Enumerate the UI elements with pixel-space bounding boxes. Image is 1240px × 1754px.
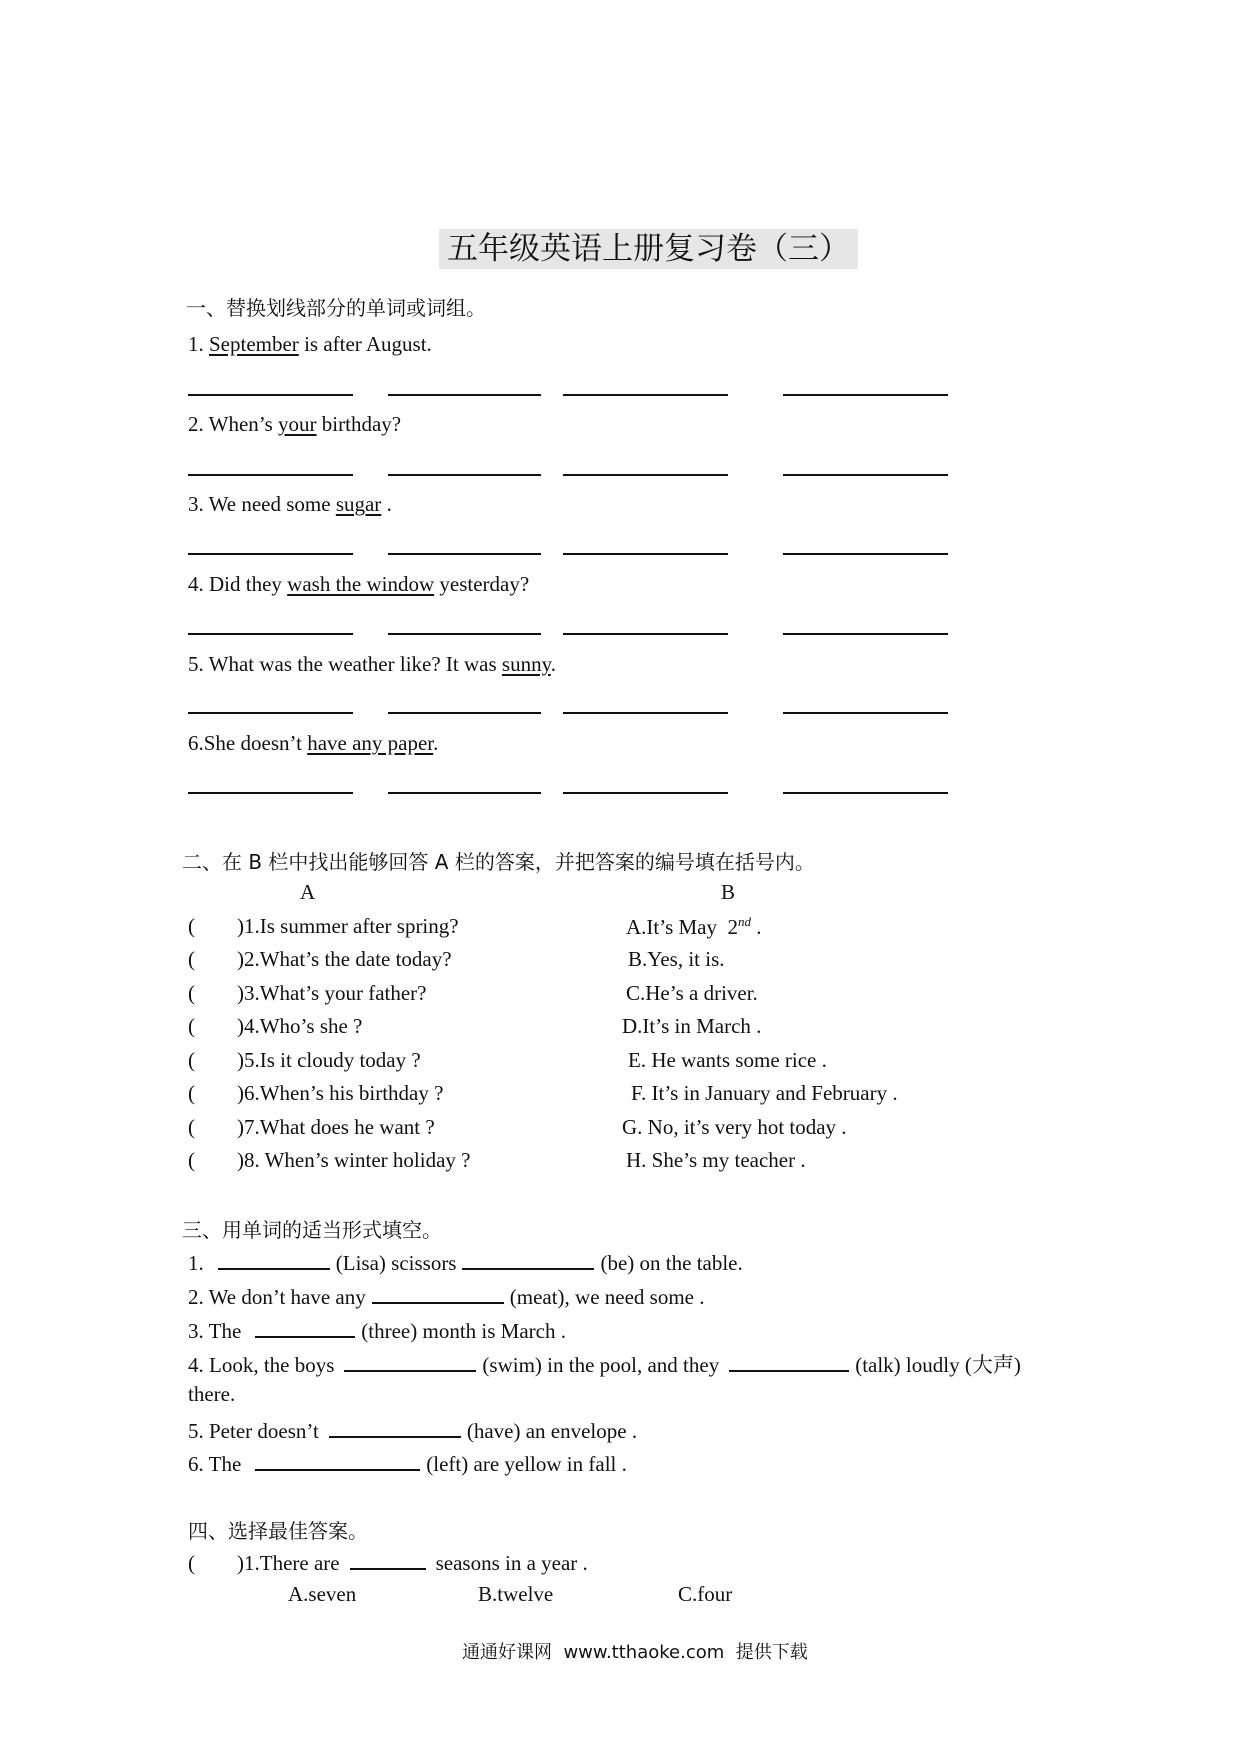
s2-question-8: ( )8. When’s winter holiday ? bbox=[188, 1148, 471, 1172]
answer-blank[interactable] bbox=[388, 474, 541, 476]
answer-blank[interactable] bbox=[563, 792, 728, 794]
s2-question-1: ( )1.Is summer after spring? bbox=[188, 914, 459, 938]
s4-option-b: B.twelve bbox=[478, 1582, 554, 1606]
s2-question-5: ( )5.Is it cloudy today ? bbox=[188, 1048, 421, 1072]
answer-blank[interactable] bbox=[188, 792, 353, 794]
answer-blank[interactable] bbox=[783, 474, 948, 476]
s1-item-4: 4. Did they wash the window yesterday? bbox=[188, 572, 530, 596]
answer-blank[interactable] bbox=[783, 792, 948, 794]
answer-blank[interactable] bbox=[783, 633, 948, 635]
s4-option-a: A.seven bbox=[288, 1582, 357, 1606]
s1-item-2: 2. When’s your birthday? bbox=[188, 412, 402, 436]
section3-heading: 三、用单词的适当形式填空。 bbox=[182, 1218, 442, 1242]
fill-blank[interactable] bbox=[462, 1248, 594, 1270]
s4-option-c: C.four bbox=[678, 1582, 733, 1606]
answer-blank[interactable] bbox=[783, 553, 948, 555]
answer-blank[interactable] bbox=[388, 792, 541, 794]
section1-heading: 一、替换划线部分的单词或词组。 bbox=[186, 296, 486, 320]
s2-question-2: ( )2.What’s the date today? bbox=[188, 947, 452, 971]
answer-blank[interactable] bbox=[783, 394, 948, 396]
fill-blank[interactable] bbox=[255, 1449, 420, 1471]
s2-question-6: ( )6.When’s his birthday ? bbox=[188, 1081, 444, 1105]
s3-line-5: 5. Peter doesn’t (have) an envelope . bbox=[188, 1416, 637, 1444]
s4-question-1: ( )1.There are seasons in a year . bbox=[188, 1548, 588, 1576]
s1-item-6: 6.She doesn’t have any paper. bbox=[188, 731, 439, 755]
s1-item-3: 3. We need some sugar . bbox=[188, 492, 392, 516]
s1-item-5: 5. What was the weather like? It was sunny. bbox=[188, 652, 556, 676]
answer-blank[interactable] bbox=[563, 394, 728, 396]
answer-blank[interactable] bbox=[563, 553, 728, 555]
s2-question-4: ( )4.Who’s she ? bbox=[188, 1014, 363, 1038]
footer-credit: 通通好课网 www.tthaoke.com 提供下载 bbox=[462, 1642, 808, 1663]
answer-blank[interactable] bbox=[388, 394, 541, 396]
s2-answer-d: D.It’s in March . bbox=[622, 1014, 762, 1038]
fill-blank[interactable] bbox=[350, 1548, 426, 1570]
s2-question-7: ( )7.What does he want ? bbox=[188, 1115, 435, 1139]
answer-blank[interactable] bbox=[563, 633, 728, 635]
answer-blank[interactable] bbox=[388, 553, 541, 555]
s1-item-1: 1. September is after August. bbox=[188, 332, 432, 356]
s2-answer-b: B.Yes, it is. bbox=[628, 947, 725, 971]
page-title: 五年级英语上册复习卷（三） bbox=[439, 229, 858, 269]
answer-blank[interactable] bbox=[188, 633, 353, 635]
s2-answer-f: F. It’s in January and February . bbox=[631, 1081, 898, 1105]
s2-answer-c: C.He’s a driver. bbox=[626, 981, 758, 1005]
fill-blank[interactable] bbox=[255, 1316, 355, 1338]
s2-answer-h: H. She’s my teacher . bbox=[626, 1148, 806, 1172]
fill-blank[interactable] bbox=[329, 1416, 461, 1438]
column-b-label: B bbox=[721, 880, 736, 904]
s2-answer-a: A.It’s May 2nd . bbox=[626, 914, 762, 939]
column-a-label: A bbox=[300, 880, 316, 904]
answer-blank[interactable] bbox=[188, 394, 353, 396]
s2-question-3: ( )3.What’s your father? bbox=[188, 981, 427, 1005]
answer-blank[interactable] bbox=[783, 712, 948, 714]
answer-blank[interactable] bbox=[388, 712, 541, 714]
answer-blank[interactable] bbox=[563, 474, 728, 476]
s3-line-3: 3. The (three) month is March . bbox=[188, 1316, 566, 1344]
s3-line-4-cont: there. bbox=[188, 1382, 236, 1406]
section2-heading: 二、在 B 栏中找出能够回答 A 栏的答案，并把答案的编号填在括号内。 bbox=[182, 850, 815, 874]
s3-line-6: 6. The (left) are yellow in fall . bbox=[188, 1449, 627, 1477]
s3-line-2: 2. We don’t have any (meat), we need some . bbox=[188, 1282, 705, 1310]
s3-line-4: 4. Look, the boys (swim) in the pool, and they (talk) loudly (大声) bbox=[188, 1349, 1021, 1379]
fill-blank[interactable] bbox=[218, 1248, 330, 1270]
s2-answer-e: E. He wants some rice . bbox=[628, 1048, 827, 1072]
answer-blank[interactable] bbox=[388, 633, 541, 635]
fill-blank[interactable] bbox=[729, 1350, 849, 1372]
section4-heading: 四、选择最佳答案。 bbox=[188, 1519, 368, 1543]
s2-answer-g: G. No, it’s very hot today . bbox=[622, 1115, 847, 1139]
answer-blank[interactable] bbox=[188, 474, 353, 476]
answer-blank[interactable] bbox=[188, 553, 353, 555]
fill-blank[interactable] bbox=[344, 1350, 476, 1372]
answer-blank[interactable] bbox=[188, 712, 353, 714]
answer-blank[interactable] bbox=[563, 712, 728, 714]
fill-blank[interactable] bbox=[372, 1282, 504, 1304]
s3-line-1: 1. (Lisa) scissors (be) on the table. bbox=[188, 1248, 743, 1276]
